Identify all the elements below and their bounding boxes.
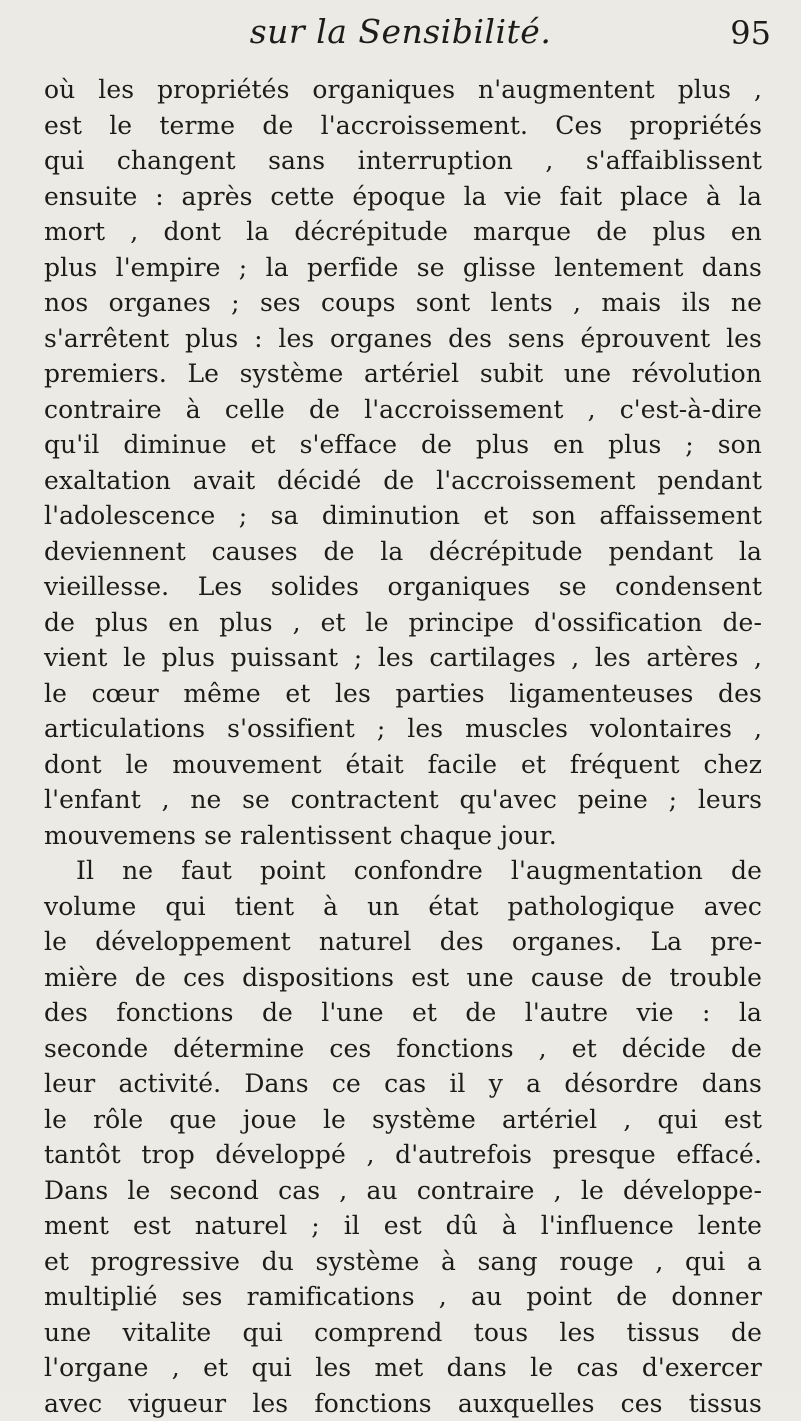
body-text (44, 72, 762, 1421)
text-line: ment est naturel ; il est dû à l'influence lente (44, 1208, 762, 1244)
text-line: tantôt trop développé , d'autrefois presque effacé. (44, 1137, 762, 1173)
text-line: mort , dont la décrépitude marque de plus en (44, 214, 762, 250)
text-line: est le terme de l'accroissement. Ces propriétés (44, 108, 762, 144)
text-line: multiplié ses ramifications , au point de donner (44, 1279, 762, 1315)
paragraph-start-line: Il ne faut point confondre l'augmentation de (44, 853, 762, 889)
text-line: seconde détermine ces fonctions , et décide de (44, 1031, 762, 1067)
text-line: nos organes ; ses coups sont lents , mais ils ne (44, 285, 762, 321)
text-line: le développement naturel des organes. La pre- (44, 924, 762, 960)
text-line: exaltation avait décidé de l'accroissement pendant (44, 463, 762, 499)
text-line: l'adolescence ; sa diminution et son affaissement (44, 498, 762, 534)
page-number: 95 (730, 14, 771, 52)
text-line: articulations s'ossifient ; les muscles volontaires , (44, 711, 762, 747)
text-line: qui changent sans interruption , s'affaiblissent (44, 143, 762, 179)
text-line: une vitalite qui comprend tous les tissus de (44, 1315, 762, 1351)
paragraph-end-line: mouvemens se ralentissent chaque jour. (44, 818, 762, 854)
text-line: des fonctions de l'une et de l'autre vie : la (44, 995, 762, 1031)
text-line: de plus en plus , et le principe d'ossification de- (44, 605, 762, 641)
text-line: le cœur même et les parties ligamenteuses des (44, 676, 762, 712)
text-line: qu'il diminue et s'efface de plus en plus ; son (44, 427, 762, 463)
text-line: leur activité. Dans ce cas il y a désordre dans (44, 1066, 762, 1102)
text-line: Dans le second cas , au contraire , le développe- (44, 1173, 762, 1209)
text-line: le rôle que joue le système artériel , qui est (44, 1102, 762, 1138)
text-line: s'arrêtent plus : les organes des sens éprouvent les (44, 321, 762, 357)
text-line: premiers. Le système artériel subit une révolution (44, 356, 762, 392)
text-line: dont le mouvement était facile et fréquent chez (44, 747, 762, 783)
text-line: volume qui tient à un état pathologique avec (44, 889, 762, 925)
text-line: plus l'empire ; la perfide se glisse lentement dans (44, 250, 762, 286)
text-line: contraire à celle de l'accroissement , c'est-à-dire (44, 392, 762, 428)
text-line: deviennent causes de la décrépitude pendant la (44, 534, 762, 570)
running-title: sur la Sensibilité. (0, 12, 801, 51)
text-line: où les propriétés organiques n'augmentent plus , (44, 72, 762, 108)
text-line: vieillesse. Les solides organiques se condensent (44, 569, 762, 605)
text-line: l'enfant , ne se contractent qu'avec peine ; leurs (44, 782, 762, 818)
text-line: vient le plus puissant ; les cartilages , les artères , (44, 640, 762, 676)
text-line: et progressive du système à sang rouge , qui a (44, 1244, 762, 1280)
text-line: avec vigueur les fonctions auxquelles ces tissus (44, 1386, 762, 1421)
running-head (0, 12, 801, 52)
text-line: l'organe , et qui les met dans le cas d'exercer (44, 1350, 762, 1386)
text-line: mière de ces dispositions est une cause de trouble (44, 960, 762, 996)
text-line: ensuite : après cette époque la vie fait place à la (44, 179, 762, 215)
